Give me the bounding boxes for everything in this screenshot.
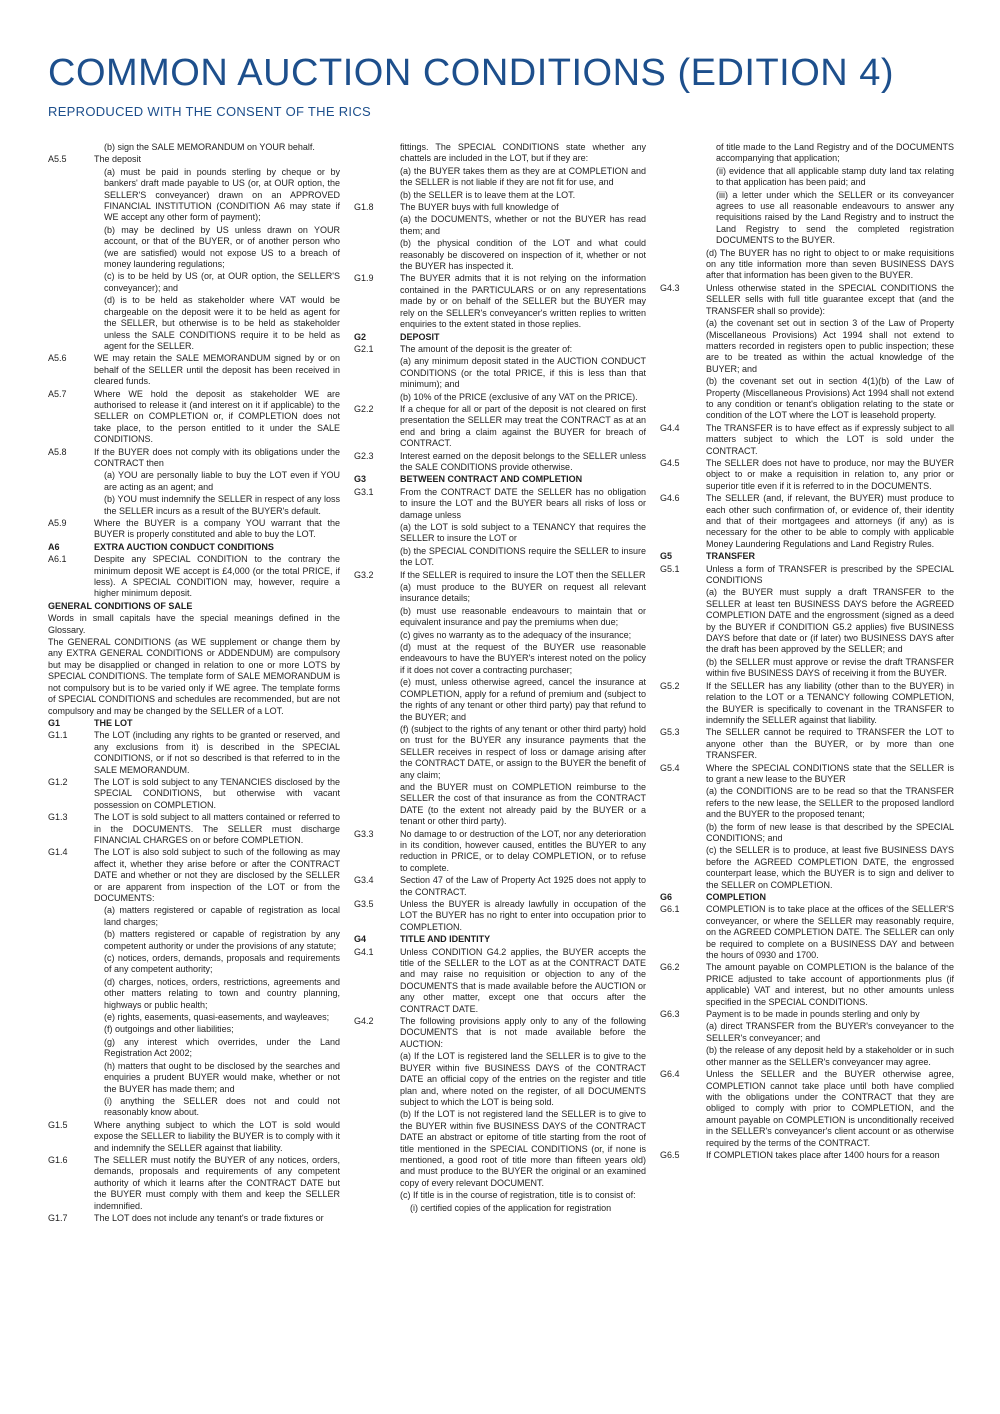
clause-row (660, 786, 954, 820)
clause-number (48, 142, 94, 153)
clause-text: (h) matters that ought to be disclosed by the searches and enquiries a prudent BUYER would make, whether or not the BUYER has made them; and (104, 1060, 340, 1094)
clause-row (660, 142, 954, 165)
clause-text: The GENERAL CONDITIONS (as WE supplement or change them by any EXTRA GENERAL CONDITIONS or ADDENDUM) are compulsory but may be disapplied or changed in relation to one or more LOTS by SPECIAL CONDITIONS. The template form of SALE MEMORANDUM is not compulsory but is to be varied only if WE agree. The template forms of SPECIAL CONDITIONS and schedules are recommended, but are not compulsory and may be changed by the SELLER of a LOT. (48, 637, 340, 716)
clause-text: Payment is to be made in pounds sterling and only by (706, 1009, 920, 1020)
clause-text: Interest earned on the deposit belongs to the SELLER unless the SALE CONDITIONS provide otherwise. (400, 450, 646, 472)
clause-row (354, 724, 646, 781)
clause-text: (b) 10% of the PRICE (exclusive of any VAT on the PRICE). (400, 391, 638, 402)
clause-number (48, 953, 94, 976)
clause-number (48, 977, 94, 1011)
clause-number (354, 724, 400, 781)
section-heading: EXTRA AUCTION CONDUCT CONDITIONS (94, 541, 274, 552)
clause-number (354, 630, 400, 641)
clause-number: G6.4 (660, 1069, 680, 1080)
clause-row (48, 953, 340, 976)
clause-row (660, 1009, 954, 1020)
clause-text: (b) matters registered or capable of registration by any competent authority or under the provisions of any statute; (104, 929, 340, 951)
clause-number: G1.6 (48, 1154, 68, 1165)
clause-row (354, 875, 646, 898)
clause-text: If the SELLER is required to insure the LOT then the SELLER (400, 569, 646, 580)
clause-text: (a) the BUYER must supply a draft TRANSFER to the SELLER at least ten BUSINESS DAYS before the AGREED COMPLETION DATE and the engrossment (signed as a deed by the BUYER if CONDITION G5.2 applies) five BUSINESS DAYS before that date or (if later) two BUSINESS DAYS after the draft has been approved by the SELLER; and (706, 587, 954, 655)
clause-row (660, 1150, 954, 1161)
clause-number: G5.2 (660, 680, 680, 691)
clause-row (660, 458, 954, 492)
clause-number: A5.8 (48, 446, 67, 457)
clause-row (660, 845, 954, 891)
column-2 (354, 142, 646, 1404)
clause-text: (c) is to be held by US (or, at OUR option, the SELLER'S conveyancer); and (104, 271, 340, 293)
clause-text: The TRANSFER is to have effect as if expressly subject to all matters subject to which the LOT is sold under the CONTRACT. (706, 422, 954, 456)
clause-text: (c) notices, orders, demands, proposals and requirements of any competent authority; (104, 953, 340, 975)
clause-text: Unless the BUYER is already lawfully in occupation of the LOT the BUYER has no right to enter into occupation prior to COMPLETION. (400, 899, 646, 932)
clause-text: (b) the physical condition of the LOT and what could reasonably be discovered on inspection of it, whether or not the BUYER has inspected it. (400, 238, 646, 272)
clause-text: If COMPLETION takes place after 1400 hours for a reason (706, 1149, 940, 1160)
clause-row (48, 142, 340, 153)
clause-row (660, 190, 954, 247)
clause-number: G1.4 (48, 847, 68, 858)
clause-number (48, 470, 94, 493)
clause-row (354, 332, 646, 343)
clause-text: (iii) a letter under which the SELLER or its conveyancer agrees to use all reasonable endeavours to answer any requisitions raised by the Land Registry and to instruct the Land Registry to send the completed registration DOCUMENTS to the BUYER. (716, 189, 954, 246)
clause-number: G3.4 (354, 875, 374, 886)
clause-text: (a) YOU are personally liable to buy the LOT even if YOU are acting as an agent; and (104, 470, 340, 492)
clause-number: G1.5 (48, 1119, 68, 1130)
clause-row (48, 353, 340, 387)
clause-number: G4 (354, 934, 367, 945)
clause-row (354, 142, 646, 165)
clause-row (660, 283, 954, 317)
clause-row (48, 929, 340, 952)
clause-number (354, 166, 400, 189)
clause-text: (ii) evidence that all applicable stamp duty land tax relating to that application has been paid; and (716, 165, 954, 188)
clause-row (660, 587, 954, 655)
clause-row (354, 451, 646, 474)
clause-text: From the CONTRACT DATE the SELLER has no obligation to insure the LOT and the BUYER bears all risks of loss or damage unless (400, 486, 646, 520)
clause-number (354, 677, 400, 723)
clause-row (354, 474, 646, 485)
clause-number (48, 1024, 94, 1035)
clause-row (354, 404, 646, 450)
clause-number (354, 782, 400, 828)
clause-number (48, 167, 94, 224)
section-heading: BETWEEN CONTRACT AND COMPLETION (400, 474, 583, 485)
clause-row (354, 392, 646, 403)
clause-number: G1.8 (354, 202, 374, 213)
clause-number: G1.9 (354, 273, 374, 284)
clause-row (354, 1051, 646, 1108)
clause-row (48, 518, 340, 541)
clause-text: (a) any minimum deposit stated in the AUCTION CONDUCT CONDITIONS (or the total PRICE, if this is less than that minimum); and (400, 356, 646, 390)
clause-row (354, 642, 646, 676)
clause-number (660, 786, 706, 820)
clause-number: G6.1 (660, 904, 680, 915)
clause-row (48, 637, 340, 717)
clause-text: The LOT is also sold subject to such of the following as may affect it, whether they arise before or after the CONTRACT DATE and whether or not they are disclosed by the SELLER or are apparent from inspection of the LOT or from the DOCUMENTS: (94, 847, 340, 903)
clause-number (48, 295, 94, 352)
clause-number (660, 248, 706, 282)
clause-text: (a) If the LOT is registered land the SELLER is to give to the BUYER within five BUSINESS DAYS of the CONTRACT DATE an official copy of the entries on the register and title plan and, where noted on the register, of all DOCUMENTS subject to which the LOT is being sold. (400, 1051, 646, 1107)
clause-number: G5.3 (660, 727, 680, 738)
clause-text: (i) anything the SELLER does not and could not reasonably know about. (104, 1095, 340, 1118)
clause-row (660, 166, 954, 189)
clause-row (48, 271, 340, 294)
clause-row (660, 657, 954, 680)
clause-row (354, 344, 646, 355)
clause-row (48, 718, 340, 729)
clause-number (354, 1051, 400, 1108)
clause-row (48, 1012, 340, 1023)
clause-row (354, 1190, 646, 1201)
section-heading: TITLE AND IDENTITY (400, 934, 491, 945)
clause-text: (e) rights, easements, quasi-easements, and wayleaves; (104, 1012, 330, 1023)
clause-row (354, 166, 646, 189)
clause-number (354, 392, 400, 403)
clause-row (48, 1024, 340, 1035)
clause-row (660, 1045, 954, 1068)
clause-row (354, 934, 646, 945)
clause-row (48, 154, 340, 165)
clause-text: The amount of the deposit is the greater of: (400, 343, 573, 354)
clause-text: The following provisions apply only to any of the following DOCUMENTS that is not made available before the AUCTION: (400, 1016, 646, 1049)
clause-row (48, 167, 340, 224)
clause-row (354, 782, 646, 828)
clause-row (354, 202, 646, 213)
clause-text: (b) the SELLER must approve or revise the draft TRANSFER within five BUSINESS DAYS of receiving it from the BUYER. (706, 656, 954, 679)
clause-row (660, 892, 954, 903)
clause-number: G4.5 (660, 457, 680, 468)
clause-text: (a) must be paid in pounds sterling by cheque or by bankers' draft made payable to US (or, at OUR option, the SELLER'S conveyancer) drawn on an APPROVED FINANCIAL INSTITUTION (CONDITION A6 may state if WE accept any other form of payment); (104, 166, 340, 223)
clause-text: (d) must at the request of the BUYER use reasonable endeavours to have the BUYER's interest noted on the policy if it does not cover a contracting purchaser; (400, 642, 646, 675)
clause-text: (a) direct TRANSFER from the BUYER's conveyancer to the SELLER's conveyancer; and (706, 1021, 954, 1043)
clause-row (354, 190, 646, 201)
clause-number (660, 1045, 706, 1068)
clause-text: (d) charges, notices, orders, restrictions, agreements and other matters relating to town and country planning, highways or public health; (104, 976, 340, 1010)
clause-number (354, 582, 400, 605)
clause-number (354, 642, 400, 676)
clause-row (48, 494, 340, 517)
clause-text: The BUYER admits that it is not relying on the information contained in the PARTICULARS or on any representations made by or on behalf of the SELLER but the BUYER may rely on the SELLER's conveyancer's written replies to written enquiries to the extent stated in those replies. (400, 273, 646, 330)
clause-text: (a) must produce to the BUYER on request all relevant insurance details; (400, 582, 646, 604)
clause-text: (c) If title is in the course of registration, title is to consist of: (400, 1190, 636, 1201)
clause-number (354, 1190, 400, 1201)
clause-number (660, 318, 706, 375)
clause-number (354, 546, 400, 569)
clause-number: A5.5 (48, 154, 67, 165)
clause-number (354, 1203, 400, 1214)
clause-row (48, 295, 340, 352)
clause-text: The LOT is sold subject to all matters contained or referred to in the DOCUMENTS. The SELLER must discharge FINANCIAL CHARGES on or before COMPLETION. (94, 812, 340, 845)
clause-number: G2.1 (354, 343, 374, 354)
clause-number: G4.1 (354, 946, 374, 957)
clause-number: G6.3 (660, 1009, 680, 1020)
clause-text: (b) the SPECIAL CONDITIONS require the SELLER to insure the LOT. (400, 545, 646, 568)
clause-number (354, 142, 400, 165)
clause-row (48, 470, 340, 493)
clause-row (354, 522, 646, 545)
clause-row (354, 356, 646, 390)
page-title: COMMON AUCTION CONDITIONS (EDITION 4) (48, 52, 895, 94)
clause-text: (f) (subject to the rights of any tenant or other third party) hold on trust for the BUYER any insurance payments that the SELLER receives in respect of loss or damage arising after the CONTRACT DATE, or assign to the BUYER the benefit of any claim; (400, 723, 646, 780)
clause-text: Unless the SELLER and the BUYER otherwise agree, COMPLETION cannot take place until both have complied with the obligations under the CONTRACT that they are obliged to comply with prior to COMPLETION, and the amount payable on COMPLETION is unconditionally received in the SELLER's conveyancer's client account or as otherwise required by the terms of the CONTRACT. (706, 1069, 954, 1148)
clause-text: The LOT (including any rights to be granted or reserved, and any exclusions from it) is described in the SPECIAL CONDITIONS, or if not so described is that referred to in the SALE MEMORANDUM. (94, 730, 340, 775)
clause-text: (a) the covenant set out in section 3 of the Law of Property (Miscellaneous Provisions) Act 1994 shall not extend to matters recorded in registers open to public inspection; these are to be treated as within the actual knowledge of the BUYER; and (706, 318, 954, 374)
clause-number: G1 (48, 717, 61, 728)
clause-text: (b) the covenant set out in section 4(1)(b) of the Law of Property (Miscellaneous Provisions) Act 1994 shall not extend to any condition or tenant's obligation relating to the state or condition of the LOT where the LOT is leasehold property. (706, 376, 954, 421)
section-heading: DEPOSIT (400, 331, 440, 342)
clause-text: (b) the release of any deposit held by a stakeholder or in such other manner as the SELLER's conveyancer may agree. (706, 1045, 954, 1067)
clause-number: G6.5 (660, 1149, 680, 1160)
clause-number: G6.2 (660, 962, 680, 973)
clause-number (354, 214, 400, 237)
clause-row (354, 238, 646, 272)
clause-row (48, 613, 340, 636)
clause-text: The SELLER does not have to produce, nor may the BUYER object to or make a requisition in relation to, any prior or superior title even if it is referred to in the DOCUMENTS. (706, 457, 954, 491)
clause-text: Where the SPECIAL CONDITIONS state that the SELLER is to grant a new lease to the BUYER (706, 762, 954, 784)
clause-text: The SELLER cannot be required to TRANSFER the LOT to anyone other than the BUYER, or by more than one TRANSFER. (706, 727, 954, 761)
clause-row (354, 829, 646, 875)
clause-text: (a) matters registered or capable of registration as local land charges; (104, 905, 340, 927)
clause-text: The amount payable on COMPLETION is the balance of the PRICE adjusted to take account of apportionments plus (if applicable) VAT and interest, but no other amounts unless specified in the SPECIAL CONDITIONS. (706, 962, 954, 1007)
clause-number: G1.7 (48, 1212, 68, 1223)
clause-row (354, 947, 646, 1015)
clause-row (660, 551, 954, 562)
clause-text: (b) may be declined by US unless drawn on YOUR account, or that of the BUYER, or of another person who (we are satisfied) would not expose US to a breach of money laundering regulations; (104, 224, 340, 270)
clause-row (48, 1155, 340, 1212)
clause-row (48, 977, 340, 1011)
clause-row (48, 1061, 340, 1095)
clause-row (48, 847, 340, 904)
clause-text: If a cheque for all or part of the deposit is not cleared on first presentation the SELLER may treat the CONTRACT as at an end and bring a claim against the BUYER for breach of CONTRACT. (400, 403, 646, 449)
clause-text: The LOT is sold subject to any TENANCIES disclosed by the SPECIAL CONDITIONS, but otherwise with vacant possession on COMPLETION. (94, 776, 340, 810)
clause-row (354, 1016, 646, 1050)
clause-text: (f) outgoings and other liabilities; (104, 1024, 234, 1035)
clause-row (354, 214, 646, 237)
clause-text: Despite any SPECIAL CONDITION to the contrary the minimum deposit WE accept is £4,000 (or the total PRICE, if less). A SPECIAL CONDITION may, however, require a higher minimum deposit. (94, 554, 340, 599)
clause-number: G2.2 (354, 403, 374, 414)
clause-text: Unless otherwise stated in the SPECIAL CONDITIONS the SELLER sells with full title guarantee except that (and the TRANSFER shall so provide): (706, 282, 954, 316)
clause-row (48, 730, 340, 776)
section-heading: THE LOT (94, 717, 133, 728)
section-heading: COMPLETION (706, 892, 766, 902)
clause-row (354, 606, 646, 629)
clause-number: G4.6 (660, 493, 680, 504)
clause-text: Words in small capitals have the special meanings defined in the Glossary. (48, 613, 340, 635)
clause-text: (b) If the LOT is not registered land the SELLER is to give to the BUYER within five BUSINESS DAYS of the CONTRACT DATE an abstract or epitome of title starting from the root of title mentioned in the SPECIAL CONDITIONS (or, if none is mentioned, a good root of title more than fifteen years old) and must produce to the BUYER the original or an examined copy of every relevant DOCUMENT. (400, 1109, 646, 1188)
clause-number (660, 166, 706, 189)
clause-text: No damage to or destruction of the LOT, nor any deterioration in its condition, however caused, entitles the BUYER to any reduction in PRICE, or to delay COMPLETION, or to refuse to complete. (400, 828, 646, 873)
clause-row (354, 1109, 646, 1189)
clause-row (48, 1096, 340, 1119)
clause-text: Section 47 of the Law of Property Act 1925 does not apply to the CONTRACT. (400, 875, 646, 897)
clause-number: G5.4 (660, 762, 680, 773)
section-heading: GENERAL CONDITIONS OF SALE (48, 600, 193, 611)
clause-row (660, 1021, 954, 1044)
clause-row (660, 493, 954, 550)
clause-number: G2.3 (354, 450, 374, 461)
clause-row (660, 681, 954, 727)
clause-row (660, 962, 954, 1008)
clause-row (48, 389, 340, 446)
clause-text: (d) is to be held as stakeholder where VAT would be chargeable on the deposit were it to be held as agent for the SELLER, but otherwise is to be held as stakeholder unless the SALE CONDITIONS require it to be held as agent for the SELLER. (104, 295, 340, 351)
clause-text: (a) the DOCUMENTS, whether or not the BUYER has read them; and (400, 214, 646, 236)
clause-number: A6.1 (48, 554, 67, 565)
clause-number (48, 225, 94, 271)
clause-row (48, 905, 340, 928)
clause-number (354, 606, 400, 629)
clause-number (660, 657, 706, 680)
clause-number: G2 (354, 331, 367, 342)
clause-row (354, 570, 646, 581)
clause-number (660, 190, 706, 247)
clause-number: G3.5 (354, 899, 374, 909)
clause-number: G1.2 (48, 776, 68, 787)
clause-row (48, 1213, 340, 1224)
clause-row (660, 376, 954, 422)
clause-row (660, 248, 954, 282)
clause-row (354, 273, 646, 330)
clause-number (48, 494, 94, 517)
clause-number (660, 822, 706, 845)
clause-text: Where WE hold the deposit as stakeholder WE are authorised to release it (and interest on it if applicable) to the SELLER on COMPLETION or, if COMPLETION does not take place, to the person entitled to it under the SALE CONDITIONS. (94, 388, 340, 445)
clause-number: G3 (354, 474, 367, 485)
clause-text: WE may retain the SALE MEMORANDUM signed by or on behalf of the SELLER until the deposit has been received in cleared funds. (94, 353, 340, 387)
clause-number (48, 271, 94, 294)
clause-text: Unless a form of TRANSFER is prescribed by the SPECIAL CONDITIONS (706, 563, 954, 586)
clause-row (354, 582, 646, 605)
section-heading: TRANSFER (706, 551, 755, 562)
clause-row (660, 822, 954, 845)
clause-text: If the BUYER does not comply with its obligations under the CONTRACT then (94, 446, 340, 468)
clause-text: (b) the form of new lease is that described by the SPECIAL CONDITIONS; and (706, 821, 954, 843)
clause-row (48, 812, 340, 846)
clause-number: A5.7 (48, 388, 67, 399)
clause-text: (c) gives no warranty as to the adequacy of the insurance; (400, 629, 632, 640)
clause-number: G5.1 (660, 563, 680, 574)
clause-number (660, 1021, 706, 1044)
clause-number (660, 845, 706, 891)
clause-row (660, 727, 954, 761)
clause-number (660, 376, 706, 422)
clause-row (354, 899, 646, 933)
clause-number: G1.3 (48, 812, 68, 823)
clause-text: (d) The BUYER has no right to object to or make requisitions on any title information more than seven BUSINESS DAYS after that information has been given to the BUYER. (706, 247, 954, 281)
clause-row (48, 225, 340, 271)
clause-text: (a) the BUYER takes them as they are at COMPLETION and the SELLER is not liable if they are not fit for use, and (400, 165, 646, 188)
clause-text: (c) the SELLER is to produce, at least five BUSINESS DAYS before the AGREED COMPLETION DATE, the engrossed counterpart lease, which the BUYER is to sign and deliver to the SELLER on COMPLETION. (706, 845, 954, 890)
clause-text: The deposit (94, 154, 142, 165)
clause-row (48, 447, 340, 470)
clause-number: G1.1 (48, 730, 68, 741)
clause-text: The BUYER buys with full knowledge of (400, 202, 559, 213)
page-subtitle: REPRODUCED WITH THE CONSENT OF THE RICS (48, 104, 372, 119)
clause-text: of title made to the Land Registry and of the DOCUMENTS accompanying that application; (716, 142, 954, 164)
clause-number: A5.6 (48, 353, 67, 364)
clause-number (354, 356, 400, 390)
column-1 (48, 142, 340, 1404)
clause-text: If the SELLER has any liability (other than to the BUYER) in relation to the LOT or a TENANCY following COMPLETION, the BUYER is specifically to covenant in the TRANSFER to indemnify the SELLER against that liability. (706, 680, 954, 725)
clause-row (354, 487, 646, 521)
clause-number: G6 (660, 892, 673, 902)
clause-text: Where the BUYER is a company YOU warrant that the BUYER is properly constituted and able to buy the LOT. (94, 518, 340, 540)
clause-row (354, 677, 646, 723)
clause-text: (e) must, unless otherwise agreed, cancel the insurance at COMPLETION, apply for a refund of premium and (subject to the rights of any tenant or other third party) pay that refund to the BUYER; and (400, 677, 646, 722)
clause-number: G4.3 (660, 282, 680, 293)
clause-row (660, 904, 954, 961)
clause-number (48, 929, 94, 952)
clause-number: G3.3 (354, 828, 374, 839)
clause-number (48, 1037, 94, 1060)
clause-row (48, 1037, 340, 1060)
clause-number: G5 (660, 551, 673, 562)
clause-text: (i) certified copies of the application for registration (410, 1202, 612, 1213)
clause-number: G4.4 (660, 422, 680, 433)
clause-row (660, 763, 954, 786)
column-3 (660, 142, 954, 1404)
clause-number (354, 1109, 400, 1189)
clause-text: and the BUYER must on COMPLETION reimburse to the SELLER the cost of that insurance as from the CONTRACT DATE (to the extent not already paid by the BUYER or a tenant or other third party). (400, 781, 646, 827)
clause-number (660, 587, 706, 655)
clause-number: A5.9 (48, 518, 67, 528)
clause-text: The SELLER (and, if relevant, the BUYER) must produce to each other such confirmation of, or evidence of, their identity and that of their mortgagees and attorneys (if any) as is necessary for the other to be able to comply with applicable Money Laundering Regulations and Land Registry Rules. (706, 493, 954, 549)
clause-row (660, 1069, 954, 1149)
clause-text: (b) must use reasonable endeavours to maintain that or equivalent insurance and pay the premiums when due; (400, 605, 646, 628)
clause-number (354, 238, 400, 272)
clause-number (354, 190, 400, 201)
clause-number: G4.2 (354, 1016, 374, 1027)
clause-row (48, 777, 340, 811)
clause-text: (a) the CONDITIONS are to be read so that the TRANSFER refers to the new lease, the SELLER to the proposed landlord and the BUYER to the proposed tenant; (706, 786, 954, 820)
clause-row (354, 546, 646, 569)
clause-number (48, 1012, 94, 1023)
clause-row (48, 554, 340, 600)
clause-text: (g) any interest which overrides, under the Land Registration Act 2002; (104, 1036, 340, 1059)
clause-text: Where anything subject to which the LOT is sold would expose the SELLER to liability the BUYER is to comply with it and indemnify the SELLER against that liability. (94, 1119, 340, 1153)
clause-text: Unless CONDITION G4.2 applies, the BUYER accepts the title of the SELLER to the LOT as at the CONTRACT DATE and may raise no requisition or objection to any of the DOCUMENTS that is made available before the AUCTION or any other matter, except one that occurs after the CONTRACT DATE. (400, 946, 646, 1014)
clause-number: A6 (48, 541, 60, 552)
clause-text: (b) sign the SALE MEMORANDUM on YOUR behalf. (104, 142, 315, 152)
clause-row (48, 1120, 340, 1154)
clause-row (48, 601, 340, 612)
clause-text: The SELLER must notify the BUYER of any notices, orders, demands, proposals and requirements of any competent authority of which it learns after the CONTRACT DATE but the BUYER must comply with them and keep the SELLER indemnified. (94, 1154, 340, 1211)
clause-row (660, 318, 954, 375)
clause-text: (a) the LOT is sold subject to a TENANCY that requires the SELLER to insure the LOT or (400, 522, 646, 544)
clause-row (354, 1203, 646, 1214)
clause-text: (b) the SELLER is to leave them at the LOT. (400, 189, 576, 200)
clause-row (48, 542, 340, 553)
clause-number (48, 1096, 94, 1119)
clause-number (48, 905, 94, 928)
clause-number (660, 142, 706, 165)
clause-row (354, 630, 646, 641)
clause-number (48, 1061, 94, 1095)
clause-text: fittings. The SPECIAL CONDITIONS state whether any chattels are included in the LOT, but if they are: (400, 142, 646, 164)
clause-number: G3.1 (354, 486, 374, 497)
clause-text: COMPLETION is to take place at the offices of the SELLER'S conveyancer, or where the SELLER may reasonably require, on the AGREED COMPLETION DATE. The SELLER can only be required to complete on a BUSINESS DAY and between the hours of 0930 and 1700. (706, 904, 954, 961)
clause-number: G3.2 (354, 569, 374, 580)
clause-number (354, 522, 400, 545)
clause-text: (b) YOU must indemnify the SELLER in respect of any loss the SELLER incurs as a result of the BUYER's default. (104, 494, 340, 516)
clause-text: The LOT does not include any tenant's or trade fixtures or (94, 1212, 324, 1223)
clause-row (660, 564, 954, 587)
clause-row (660, 423, 954, 457)
